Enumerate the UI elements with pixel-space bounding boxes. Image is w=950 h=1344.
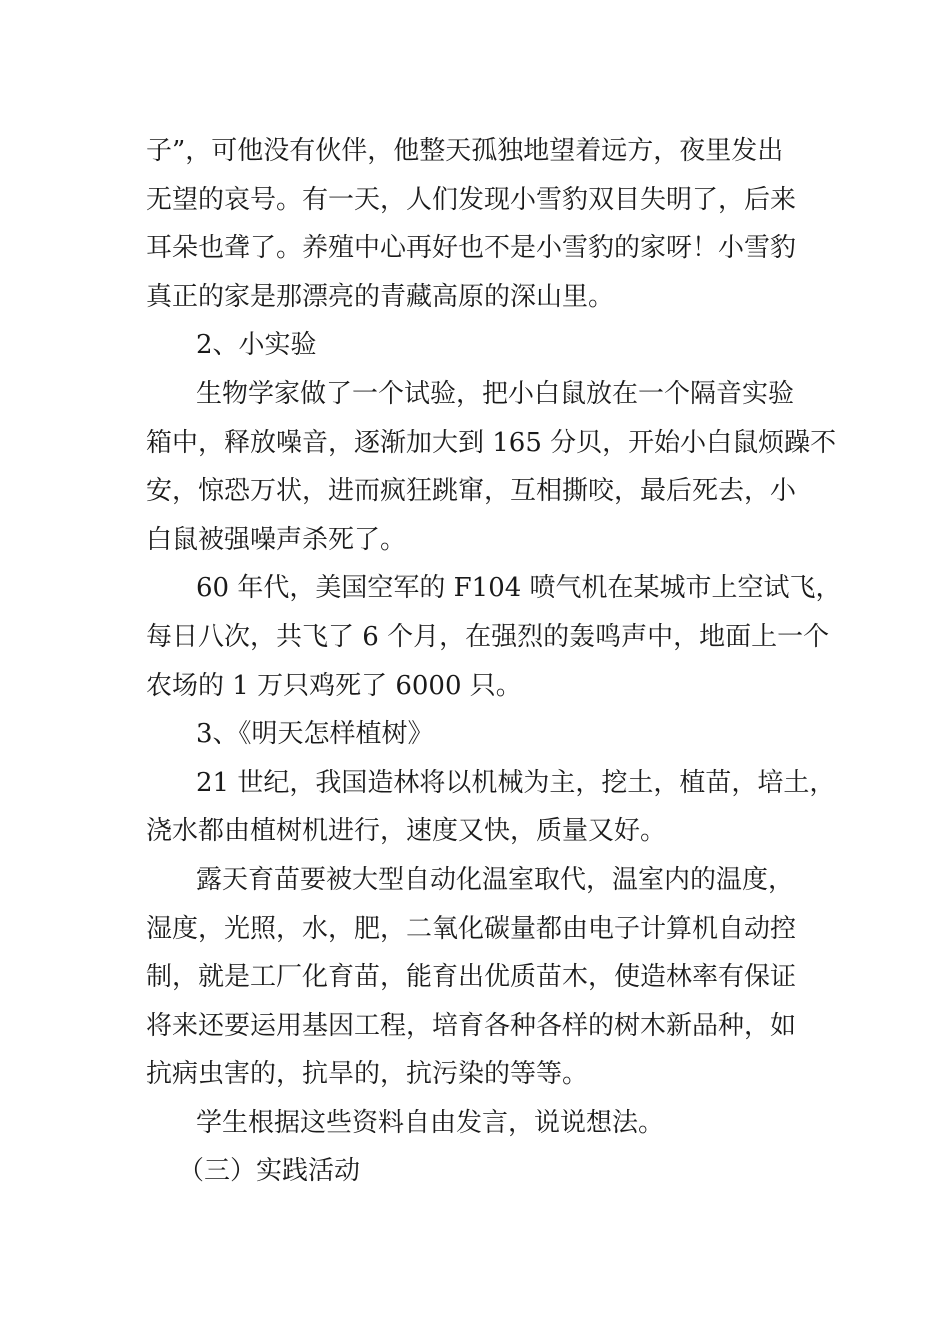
text-line: 箱中，释放噪音，逐渐加大到 165 分贝，开始小白鼠烦躁不 <box>146 427 837 458</box>
text-line: 耳朵也聋了。养殖中心再好也不是小雪豹的家呀！小雪豹 <box>146 233 797 264</box>
text-line: 制，就是工厂化育苗，能育出优质苗木，使造林率有保证 <box>146 962 797 993</box>
body-text <box>146 127 842 1196</box>
text-line: 安，惊恐万状，进而疯狂跳窜，互相撕咬，最后死去，小 <box>146 476 797 507</box>
section-heading-experiment: 2、小实验 <box>196 330 317 361</box>
text-line: 露天育苗要被大型自动化温室取代，温室内的温度， <box>196 864 795 895</box>
text-line: 21 世纪，我国造林将以机械为主，挖土，植苗，培土， <box>196 767 836 798</box>
text-line: 农场的 1 万只鸡死了 6000 只。 <box>146 670 522 701</box>
text-line: 浇水都由植树机进行，速度又快，质量又好。 <box>146 816 667 847</box>
text-line: 学生根据这些资料自由发言，说说想法。 <box>196 1107 665 1138</box>
text-line: 将来还要运用基因工程，培育各种各样的树木新品种，如 <box>146 1010 797 1041</box>
text-line: 无望的哀号。有一天，人们发现小雪豹双目失明了，后来 <box>146 184 797 215</box>
text-line: 60 年代，美国空军的 F104 喷气机在某城市上空试飞， <box>196 573 842 604</box>
text-line: 白鼠被强噪声杀死了。 <box>146 524 407 555</box>
text-line: 真正的家是那漂亮的青藏高原的深山里。 <box>146 281 615 312</box>
text-line: 每日八次，共飞了 6 个月，在强烈的轰鸣声中，地面上一个 <box>146 621 830 652</box>
section-heading-planting: 3、《明天怎样植树》 <box>196 719 434 750</box>
text-line: 抗病虫害的，抗旱的，抗污染的等等。 <box>146 1059 589 1090</box>
text-line: 生物学家做了一个试验，把小白鼠放在一个隔音实验 <box>196 378 795 409</box>
text-line: 湿度，光照，水，肥，二氧化碳量都由电子计算机自动控 <box>146 913 797 944</box>
section-heading-practice: （三）实践活动 <box>178 1156 361 1187</box>
text-line: 子”，可他没有伙伴，他整天孤独地望着远方，夜里发出 <box>146 136 784 166</box>
